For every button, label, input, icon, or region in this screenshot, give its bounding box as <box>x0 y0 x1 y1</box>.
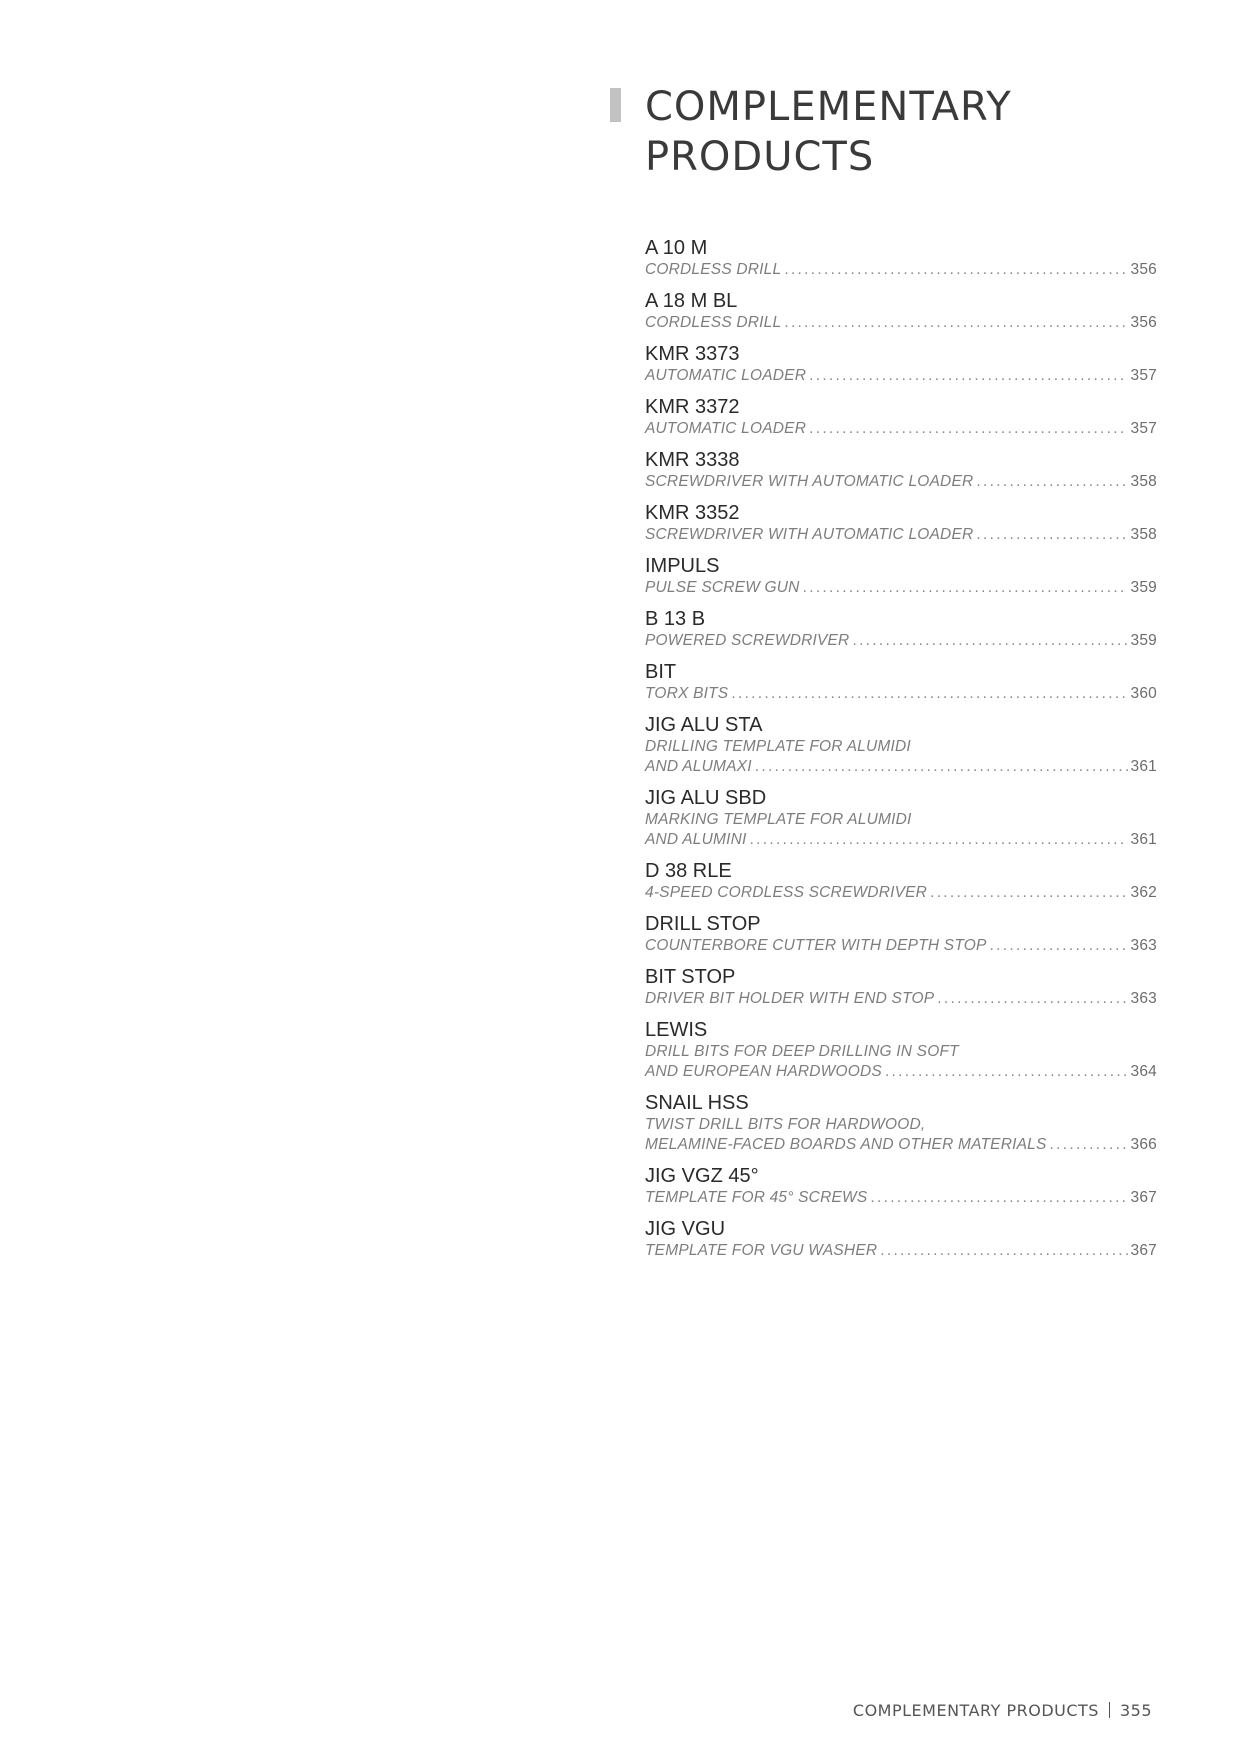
product-description <box>645 578 1157 598</box>
description-last-line <box>645 936 1157 956</box>
description-line: TWIST DRILL BITS FOR HARDWOOD, <box>645 1116 926 1133</box>
product-name: B 13 B <box>645 608 706 630</box>
product-description <box>645 631 1157 651</box>
product-name: BIT <box>645 661 677 683</box>
page-number: 356 <box>1130 314 1157 331</box>
description-last-line <box>645 366 1157 386</box>
product-description <box>645 472 1157 492</box>
toc-entry[interactable] <box>645 554 1157 598</box>
description-last-line <box>645 830 1157 850</box>
description-line: SCREWDRIVER WITH AUTOMATIC LOADER <box>645 473 974 490</box>
product-name: KMR 3338 <box>645 449 740 471</box>
description-last-line <box>645 631 1157 651</box>
product-description <box>645 1042 1157 1082</box>
dot-leader <box>1050 1135 1128 1155</box>
dot-leader <box>885 1062 1128 1082</box>
description-line: DRIVER BIT HOLDER WITH END STOP <box>645 990 935 1007</box>
title-accent-bar <box>610 88 621 122</box>
description-last-line <box>645 525 1157 545</box>
dot-leader <box>750 830 1128 850</box>
description-last-line <box>645 578 1157 598</box>
toc-entry[interactable] <box>645 395 1157 439</box>
description-line: AND EUROPEAN HARDWOODS <box>645 1063 882 1080</box>
dot-leader <box>809 419 1127 439</box>
description-last-line <box>645 1188 1157 1208</box>
dot-leader <box>784 313 1127 333</box>
product-name: KMR 3373 <box>645 343 740 365</box>
product-description <box>645 989 1157 1009</box>
page-number: 364 <box>1130 1063 1157 1080</box>
page-number: 367 <box>1130 1242 1157 1259</box>
toc-entry[interactable] <box>645 965 1157 1009</box>
page-number: 357 <box>1130 367 1157 384</box>
page-number: 356 <box>1130 261 1157 278</box>
description-line: POWERED SCREWDRIVER <box>645 632 850 649</box>
product-name: SNAIL HSS <box>645 1092 749 1114</box>
footer-page-number: 355 <box>1119 1701 1152 1720</box>
product-description <box>645 260 1157 280</box>
page-number: 359 <box>1130 579 1157 596</box>
toc-entry[interactable] <box>645 607 1157 651</box>
product-name: JIG ALU SBD <box>645 787 767 809</box>
description-last-line <box>645 684 1157 704</box>
description-line: AND ALUMAXI <box>645 758 752 775</box>
product-description <box>645 684 1157 704</box>
dot-leader <box>809 366 1127 386</box>
toc-entry[interactable] <box>645 912 1157 956</box>
product-description <box>645 1241 1157 1261</box>
toc-entry[interactable] <box>645 1164 1157 1208</box>
description-line: AND ALUMINI <box>645 831 747 848</box>
dot-leader <box>976 525 1127 545</box>
dot-leader <box>937 989 1127 1009</box>
product-name: A 10 M <box>645 237 708 259</box>
product-name: JIG VGU <box>645 1218 726 1240</box>
product-description <box>645 810 1157 850</box>
toc-entry[interactable] <box>645 786 1157 850</box>
dot-leader <box>880 1241 1127 1261</box>
product-description <box>645 1188 1157 1208</box>
product-description <box>645 936 1157 956</box>
dot-leader <box>784 260 1127 280</box>
toc-entry[interactable] <box>645 660 1157 704</box>
description-line: COUNTERBORE CUTTER WITH DEPTH STOP <box>645 937 987 954</box>
page-title-line-1: COMPLEMENTARY <box>645 84 1012 130</box>
description-line: 4-SPEED CORDLESS SCREWDRIVER <box>645 884 928 901</box>
description-line: DRILL BITS FOR DEEP DRILLING IN SOFT <box>645 1043 959 1060</box>
toc-entry[interactable] <box>645 859 1157 903</box>
toc-entry[interactable] <box>645 501 1157 545</box>
toc-entry[interactable] <box>645 236 1157 280</box>
footer-separator <box>1109 1702 1110 1718</box>
toc-entry[interactable] <box>645 448 1157 492</box>
description-last-line <box>645 1062 1157 1082</box>
description-last-line <box>645 883 1157 903</box>
product-description <box>645 737 1157 777</box>
toc-entry[interactable] <box>645 1091 1157 1155</box>
dot-leader <box>930 883 1127 903</box>
product-name: KMR 3352 <box>645 502 740 524</box>
toc-entry[interactable] <box>645 1018 1157 1082</box>
description-line: AUTOMATIC LOADER <box>645 420 807 437</box>
description-line: CORDLESS DRILL <box>645 261 782 278</box>
description-line: TEMPLATE FOR VGU WASHER <box>645 1242 878 1259</box>
page-number: 361 <box>1130 758 1157 775</box>
toc-entry[interactable] <box>645 289 1157 333</box>
product-name: LEWIS <box>645 1019 708 1041</box>
description-line: MARKING TEMPLATE FOR ALUMIDI <box>645 811 912 828</box>
product-description <box>645 1115 1157 1155</box>
toc-entry[interactable] <box>645 1217 1157 1261</box>
page-number: 363 <box>1130 990 1157 1007</box>
page-title-line-2: PRODUCTS <box>645 134 875 180</box>
page-number: 361 <box>1130 831 1157 848</box>
page-number: 358 <box>1130 526 1157 543</box>
product-name: JIG VGZ 45° <box>645 1165 759 1187</box>
product-name: BIT STOP <box>645 966 736 988</box>
description-last-line <box>645 260 1157 280</box>
description-line: CORDLESS DRILL <box>645 314 782 331</box>
page-number: 367 <box>1130 1189 1157 1206</box>
description-last-line <box>645 313 1157 333</box>
page-number: 363 <box>1130 937 1157 954</box>
product-name: IMPULS <box>645 555 720 577</box>
description-line: SCREWDRIVER WITH AUTOMATIC LOADER <box>645 526 974 543</box>
page-number: 358 <box>1130 473 1157 490</box>
description-line: AUTOMATIC LOADER <box>645 367 807 384</box>
page-number: 362 <box>1130 884 1157 901</box>
description-line: PULSE SCREW GUN <box>645 579 800 596</box>
product-description <box>645 419 1157 439</box>
dot-leader <box>803 578 1128 598</box>
product-description <box>645 883 1157 903</box>
description-line: TORX BITS <box>645 685 729 702</box>
description-last-line <box>645 419 1157 439</box>
page-number: 359 <box>1130 632 1157 649</box>
description-line: TEMPLATE FOR 45° SCREWS <box>645 1189 868 1206</box>
toc-entry[interactable] <box>645 342 1157 386</box>
description-line: DRILLING TEMPLATE FOR ALUMIDI <box>645 738 911 755</box>
dot-leader <box>976 472 1127 492</box>
product-name: DRILL STOP <box>645 913 761 935</box>
table-of-contents <box>645 236 1157 1270</box>
dot-leader <box>990 936 1128 956</box>
description-last-line <box>645 472 1157 492</box>
description-last-line <box>645 1135 1157 1155</box>
product-name: JIG ALU STA <box>645 714 763 736</box>
page-number: 360 <box>1130 685 1157 702</box>
toc-entry[interactable] <box>645 713 1157 777</box>
description-last-line <box>645 989 1157 1009</box>
dot-leader <box>870 1188 1127 1208</box>
product-description <box>645 313 1157 333</box>
description-last-line <box>645 1241 1157 1261</box>
dot-leader <box>852 631 1127 651</box>
product-name: D 38 RLE <box>645 860 732 882</box>
page-number: 357 <box>1130 420 1157 437</box>
description-last-line <box>645 757 1157 777</box>
dot-leader <box>731 684 1127 704</box>
product-name: A 18 M BL <box>645 290 738 312</box>
page-number: 366 <box>1130 1136 1157 1153</box>
product-name: KMR 3372 <box>645 396 740 418</box>
product-description <box>645 525 1157 545</box>
dot-leader <box>755 757 1128 777</box>
page-title <box>617 82 1177 182</box>
product-description <box>645 366 1157 386</box>
description-line: MELAMINE-FACED BOARDS AND OTHER MATERIALS <box>645 1136 1047 1153</box>
page-footer <box>853 1701 1152 1720</box>
footer-section-title: COMPLEMENTARY PRODUCTS <box>852 1701 1099 1720</box>
